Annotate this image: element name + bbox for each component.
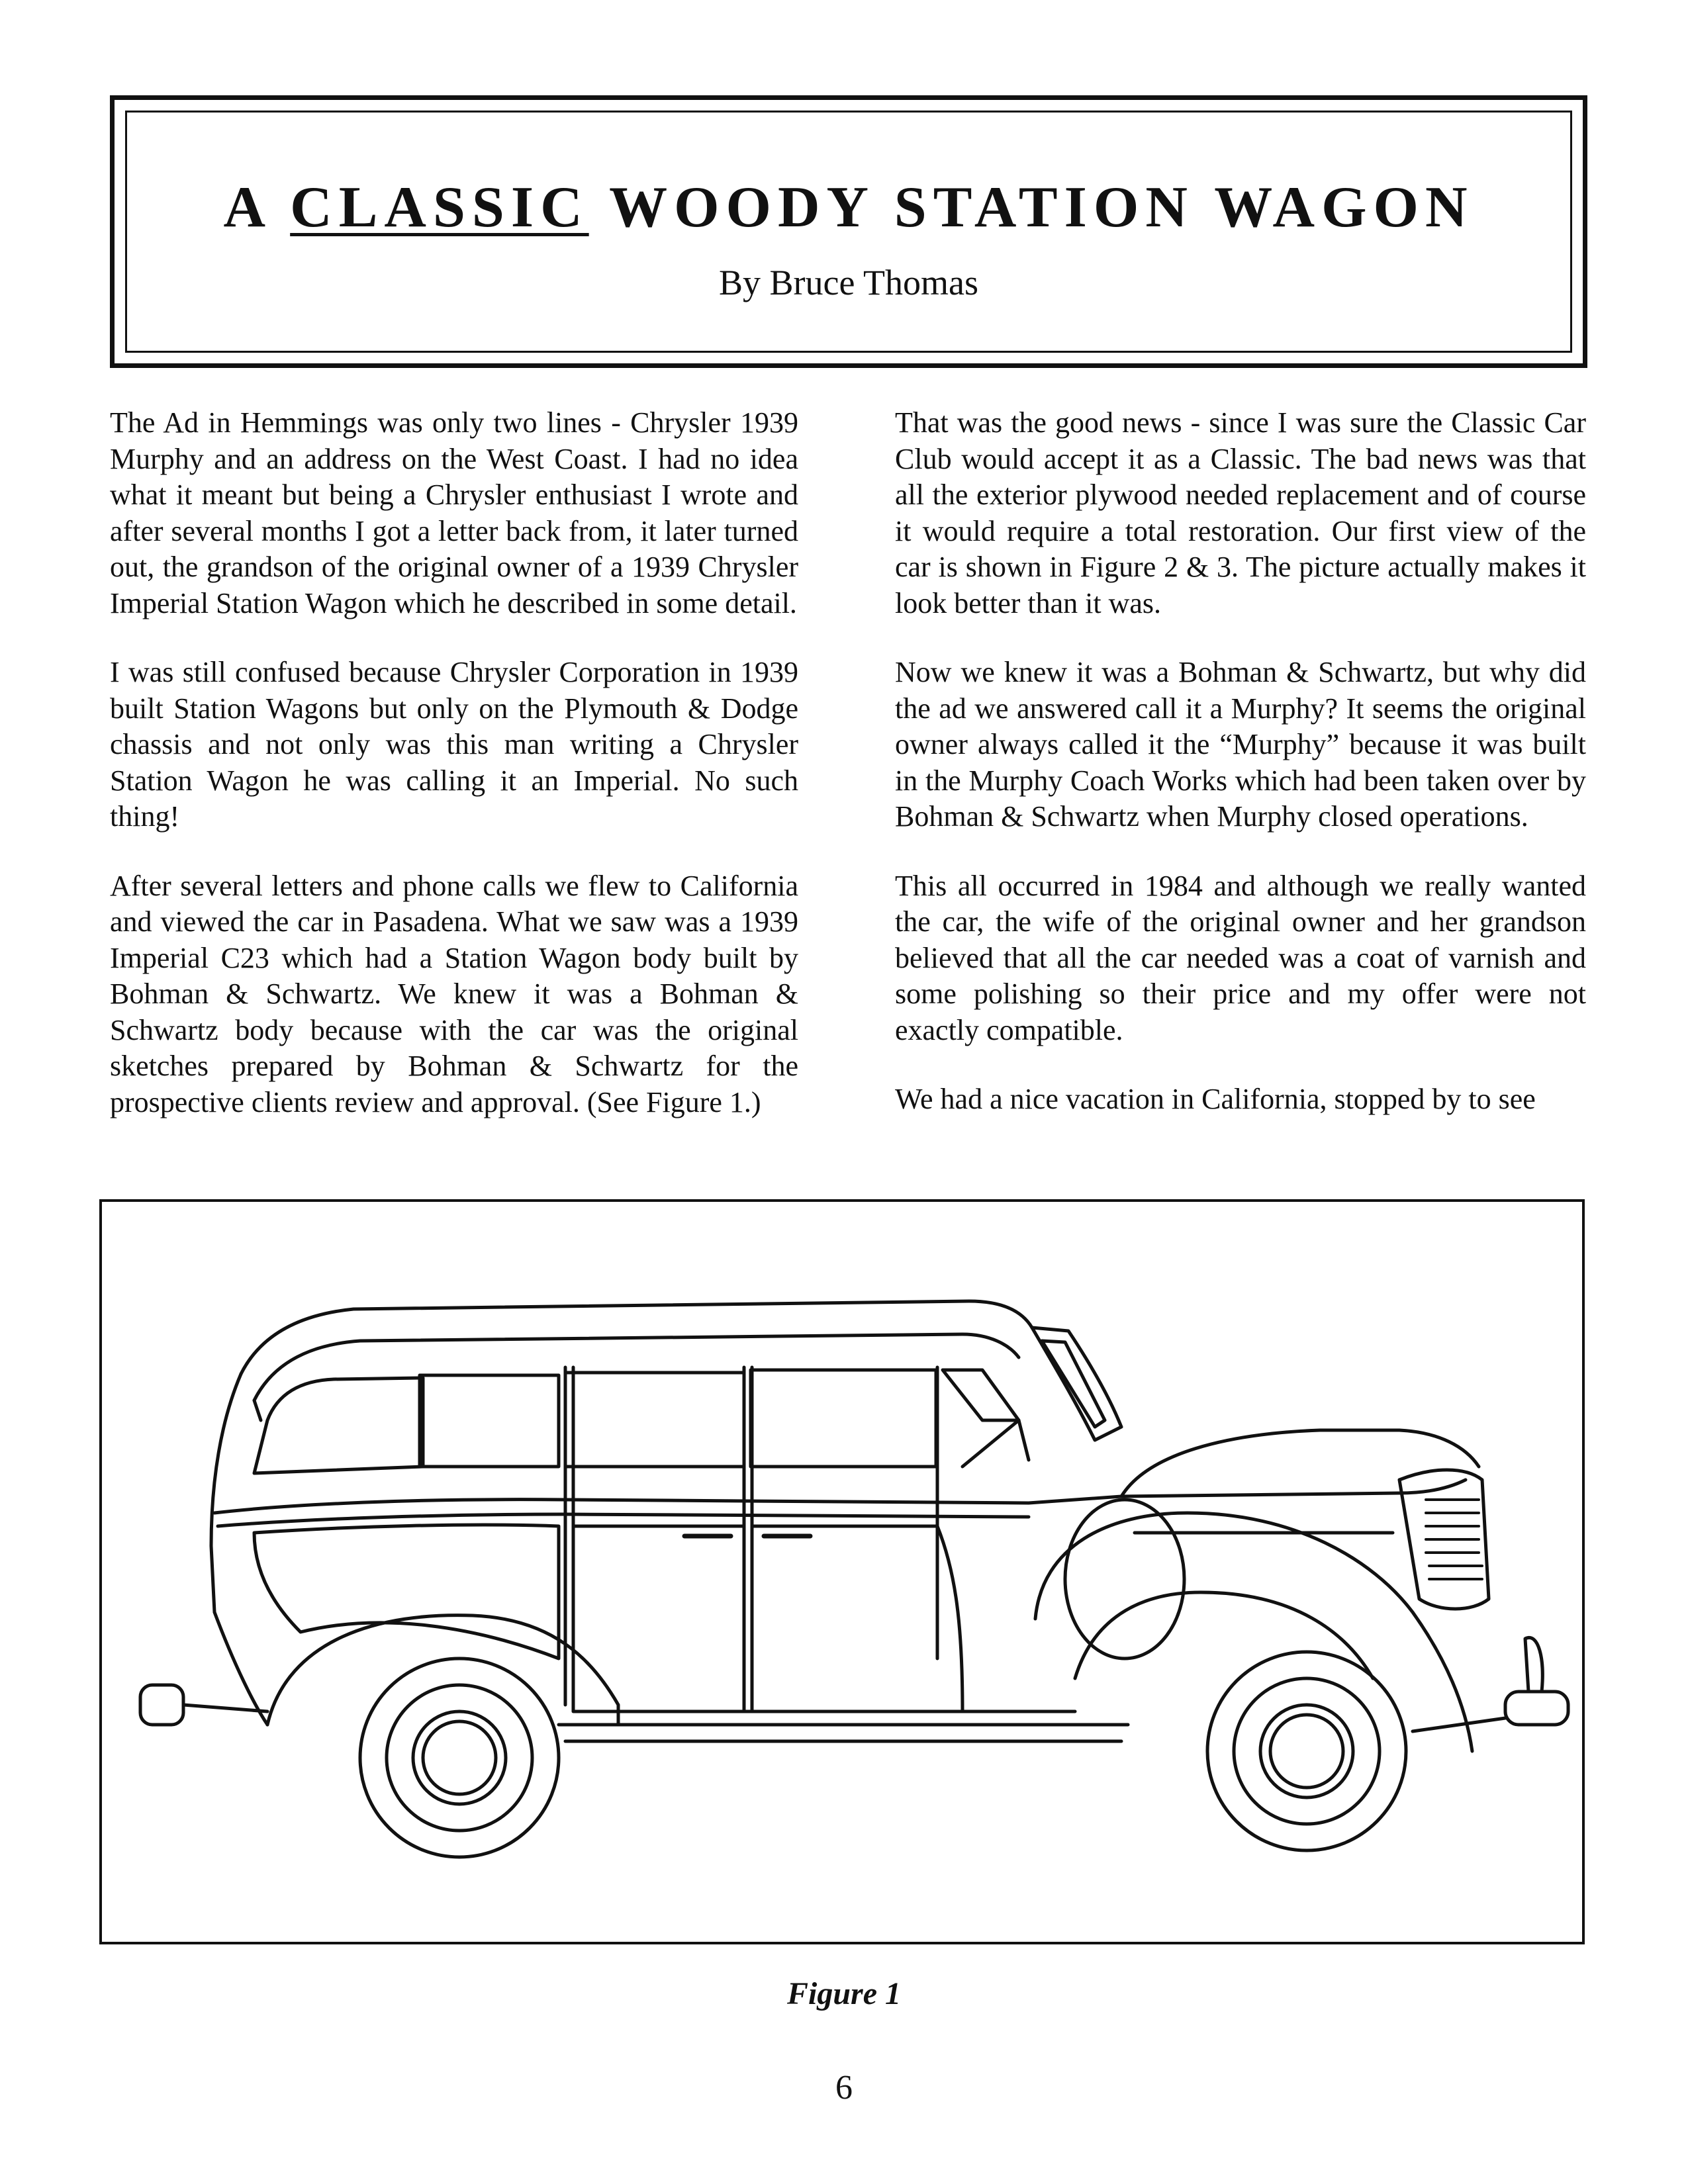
- belt-line: [214, 1496, 1121, 1513]
- hood-top: [1121, 1430, 1479, 1496]
- title-part-a: A: [223, 175, 291, 240]
- bumper-guard: [1525, 1637, 1542, 1692]
- title-part-classic: CLASSIC: [290, 175, 589, 240]
- front-fender-inner: [1075, 1592, 1373, 1678]
- hood-side: [1121, 1480, 1466, 1496]
- right-column: [895, 405, 1586, 1151]
- cowl: [962, 1420, 1029, 1467]
- front-hubcap: [1260, 1705, 1353, 1797]
- belt-line-2: [218, 1514, 1029, 1526]
- front-hubcap-inner: [1270, 1715, 1343, 1788]
- rear-wheel-tire: [360, 1659, 559, 1857]
- paragraph: After several letters and phone calls we flew to California and viewed the car in Pasadena. What we saw was a 1939 Imperial C23 which had a Station Wagon body built by Bohman & Schwartz. We knew it was a Bohman & Schwartz body because with the car was the original sketches prepared by Bohman & Schwartz for the prospective clients review and approval. (See Figure 1.): [110, 869, 798, 1118]
- spare-tire: [1065, 1500, 1184, 1659]
- title-part-rest: WOODY STATION WAGON: [588, 175, 1474, 240]
- left-column: [110, 405, 798, 1154]
- window-3: [751, 1370, 936, 1467]
- station-wagon-drawing: [102, 1202, 1582, 1942]
- title-banner-inner-frame: [125, 111, 1572, 353]
- rear-bumper: [140, 1685, 183, 1725]
- article-title: [127, 175, 1570, 240]
- rear-hubcap: [413, 1711, 506, 1804]
- front-door: [752, 1526, 962, 1711]
- front-lower: [1413, 1718, 1505, 1731]
- paragraph: I was still confused because Chrysler Corporation in 1939 built Station Wagons but only on the Plymouth & Dodge chassis and not only was this man writing a Chrysler Station Wagon he was calling it an Imperial. No such thing!: [110, 656, 798, 833]
- title-banner: [110, 95, 1587, 368]
- figure-caption: Figure 1: [786, 1976, 902, 2011]
- window-1: [420, 1375, 559, 1467]
- paragraph: That was the good news - since I was sure the Classic Car Club would accept it as a Classic. The bad news was that all the exterior plywood needed replacement and of course it would require a total restoration. Our first view of the car is shown in Figure 2 & 3. The picture actually makes it look better than it was.: [895, 406, 1586, 619]
- paragraph: We had a nice vacation in California, stopped by to see: [895, 1083, 1536, 1115]
- paragraph: This all occurred in 1984 and although we really wanted the car, the wife of the original owner and her grandson believed that all the car needed was a coat of varnish and some polishing so their price and my offer were not exactly compatible.: [895, 869, 1586, 1046]
- windshield-frame: [943, 1370, 1019, 1420]
- front-wheel-tire: [1207, 1652, 1406, 1850]
- paragraph: The Ad in Hemmings was only two lines - Chrysler 1939 Murphy and an address on the West Coast. I had no idea what it meant but being a Chrysler enthusiast I wrote and after several months I got a letter back from, it later turned out, the grandson of the original owner of a 1939 Chrysler Imperial Station Wagon which he described in some detail.: [110, 406, 798, 619]
- rear-window: [254, 1378, 423, 1473]
- front-wheel-rim: [1234, 1678, 1380, 1824]
- rear-wood-panel: [254, 1525, 559, 1659]
- paragraph: Now we knew it was a Bohman & Schwartz, but why did the ad we answered call it a Murphy? It seems the original owner always called it the “Murphy” because it was built in the Murphy Coach Works which had been taken over by Bohman & Schwartz when Murphy closed operations.: [895, 656, 1586, 833]
- page-number: 6: [835, 2069, 853, 2107]
- grille-bars: [1426, 1500, 1482, 1579]
- article-byline: By Bruce Thomas: [719, 263, 978, 302]
- front-bumper: [1505, 1692, 1568, 1725]
- window-band-top: [254, 1400, 261, 1420]
- rear-hubcap-inner: [423, 1721, 496, 1794]
- vent-window-inner: [1042, 1341, 1105, 1427]
- rear-wheel-rim: [387, 1685, 532, 1831]
- rear-door: [573, 1526, 744, 1711]
- figure-frame: [99, 1199, 1585, 1944]
- roof-inner-line: [254, 1334, 1019, 1400]
- rear-body-line: [211, 1374, 241, 1612]
- window-2: [565, 1373, 744, 1467]
